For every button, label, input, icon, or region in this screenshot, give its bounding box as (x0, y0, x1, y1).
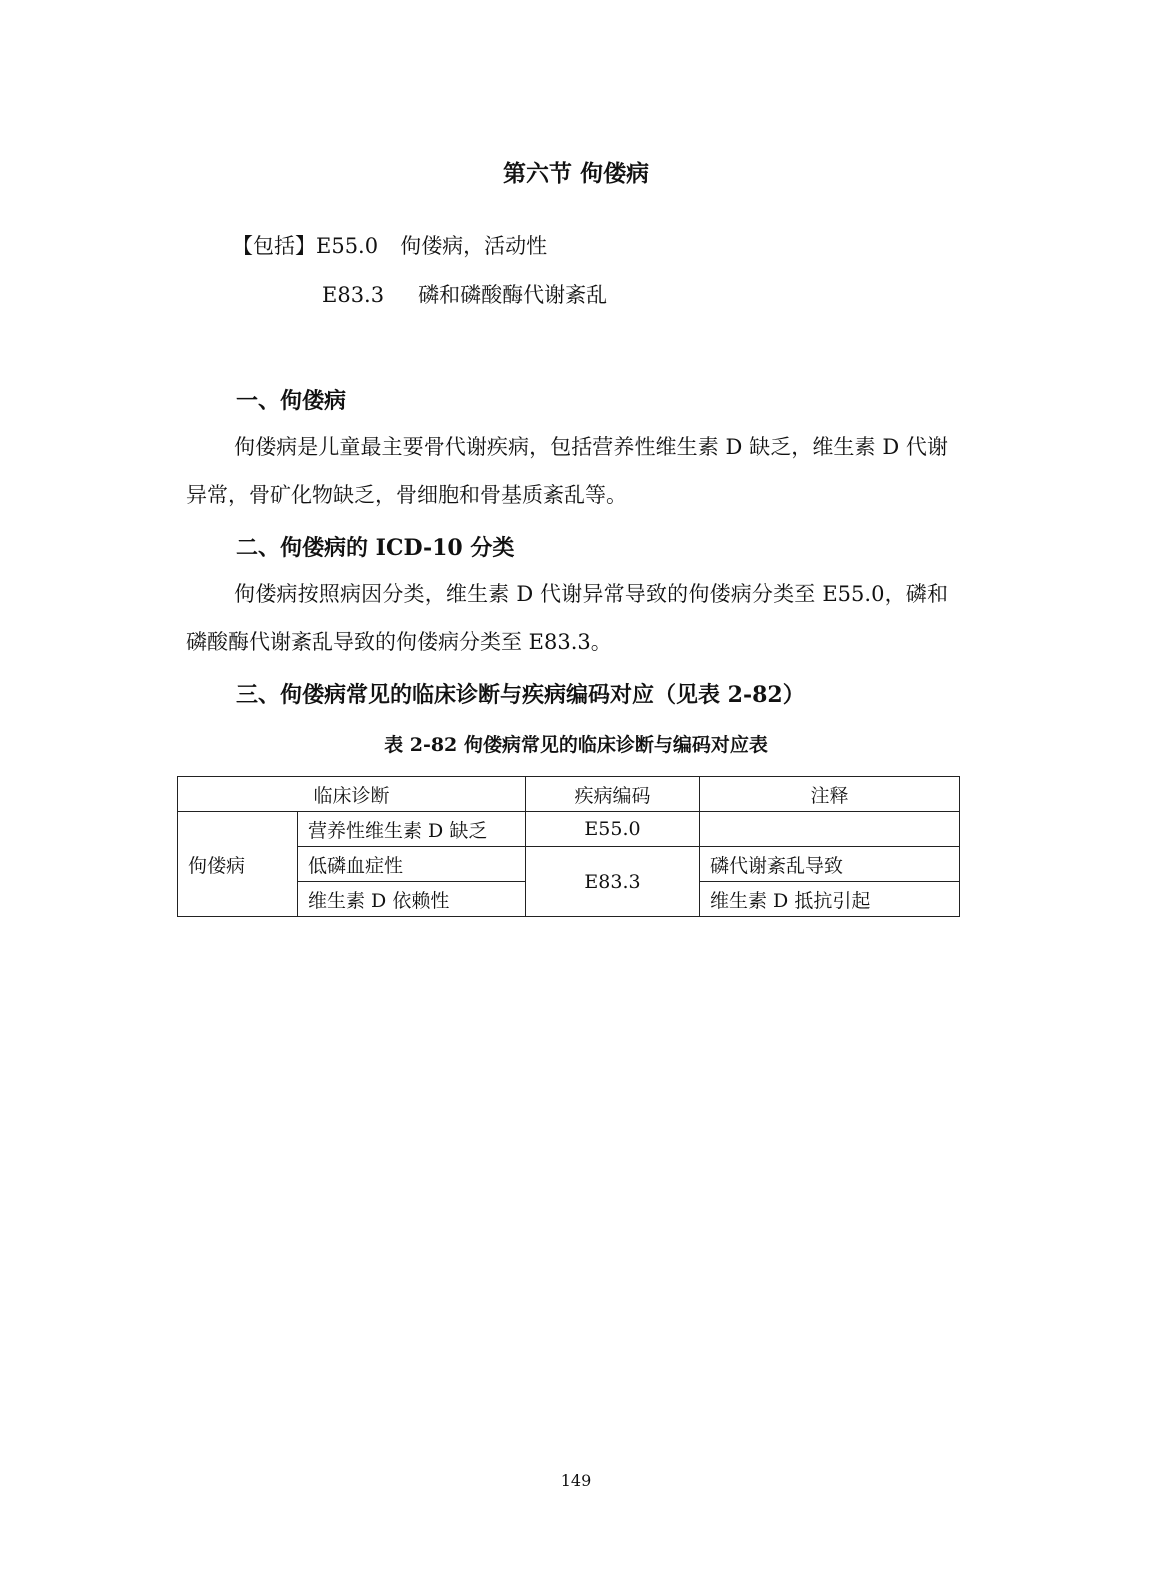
diagnosis-cell: 维生素 D 依赖性 (298, 882, 526, 917)
section-heading: 三、佝偻病常见的临床诊断与疾病编码对应（见表 2-82） (236, 682, 805, 708)
diagnosis-code-table (177, 776, 960, 917)
diagnosis-cell: 低磷血症性 (298, 847, 526, 882)
section-paragraph: 佝偻病按照病因分类，维生素 D 代谢异常导致的佝偻病分类至 E55.0，磷和磷酸酶代谢紊乱导致的佝偻病分类至 E83.3。 (186, 582, 948, 654)
section-paragraph: 佝偻病是儿童最主要骨代谢疾病，包括营养性维生素 D 缺乏，维生素 D 代谢异常，骨矿化物缺乏，骨细胞和骨基质紊乱等。 (186, 435, 948, 507)
include-code: E83.3 (322, 283, 385, 307)
include-code: E55.0 (316, 234, 379, 258)
includes-line-2 (322, 279, 607, 309)
section-heading: 一、佝偻病 (236, 388, 347, 414)
includes-label: 【包括】 (232, 234, 316, 258)
code-cell: E83.3 (526, 847, 700, 917)
code-cell: E55.0 (526, 812, 700, 847)
table-caption: 表 2-82 佝偻病常见的临床诊断与编码对应表 (384, 734, 768, 756)
table-header-row (178, 777, 960, 812)
include-name: 佝偻病，活动性 (400, 234, 548, 258)
group-cell: 佝偻病 (178, 812, 298, 917)
diagnosis-cell: 营养性维生素 D 缺乏 (298, 812, 526, 847)
header-diagnosis: 临床诊断 (178, 777, 526, 812)
note-cell: 维生素 D 抵抗引起 (700, 882, 960, 917)
note-cell (700, 812, 960, 847)
page-number: 149 (560, 1471, 592, 1490)
note-cell: 磷代谢紊乱导致 (700, 847, 960, 882)
header-note: 注释 (700, 777, 960, 812)
section-title: 第六节 佝偻病 (502, 160, 649, 187)
includes-line-1 (232, 230, 547, 260)
include-name: 磷和磷酸酶代谢紊乱 (418, 283, 608, 307)
section-heading: 二、佝偻病的 ICD-10 分类 (236, 535, 515, 561)
table-row (178, 812, 960, 847)
header-code: 疾病编码 (526, 777, 700, 812)
